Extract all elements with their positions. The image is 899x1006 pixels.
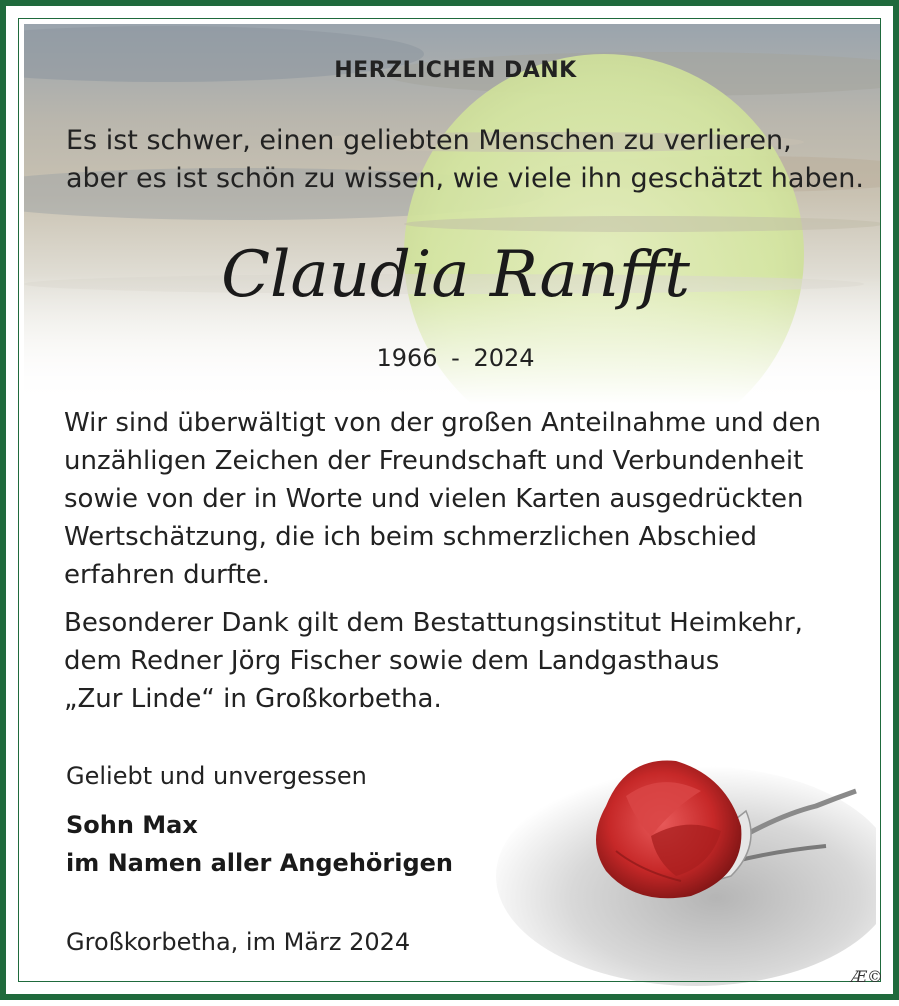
body-line: sowie von der in Worte und vielen Karten ausgedrückten [64,484,804,514]
quote-line: aber es ist schön zu wissen, wie viele ihn geschätzt haben. [66,163,864,194]
thanks-line: Besonderer Dank gilt dem Bestattungsinstitut Heimkehr, [64,608,803,638]
quote [66,122,864,198]
thanks-text [64,604,864,718]
signer-line: Sohn Max [66,811,198,839]
signer [66,806,453,882]
thanks-line: „Zur Linde“ in Großkorbetha. [64,684,442,714]
heading: HERZLICHEN DANK [334,58,577,83]
notice-content [6,6,899,1006]
body-line: Wertschätzung, die ich beim schmerzlichen Abschied [64,522,757,552]
signer-line: im Namen aller Angehörigen [66,849,454,877]
body-line: Wir sind überwältigt von der großen Anteilnahme und den [64,408,822,438]
body-line: unzähligen Zeichen der Freundschaft und Verbundenheit [64,446,804,476]
body-text [64,404,864,594]
quote-line: Es ist schwer, einen geliebten Menschen zu verlieren, [66,125,792,156]
thanks-line: dem Redner Jörg Fischer sowie dem Landgasthaus [64,646,720,676]
life-dates: 1966 - 2024 [376,344,535,372]
deceased-name: Claudia Ranfft [221,238,690,312]
beloved-line: Geliebt und unvergessen [66,762,367,790]
copyright-mark: Æ© [850,967,883,986]
place-date: Großkorbetha, im März 2024 [66,928,411,956]
body-line: erfahren durfte. [64,560,270,590]
